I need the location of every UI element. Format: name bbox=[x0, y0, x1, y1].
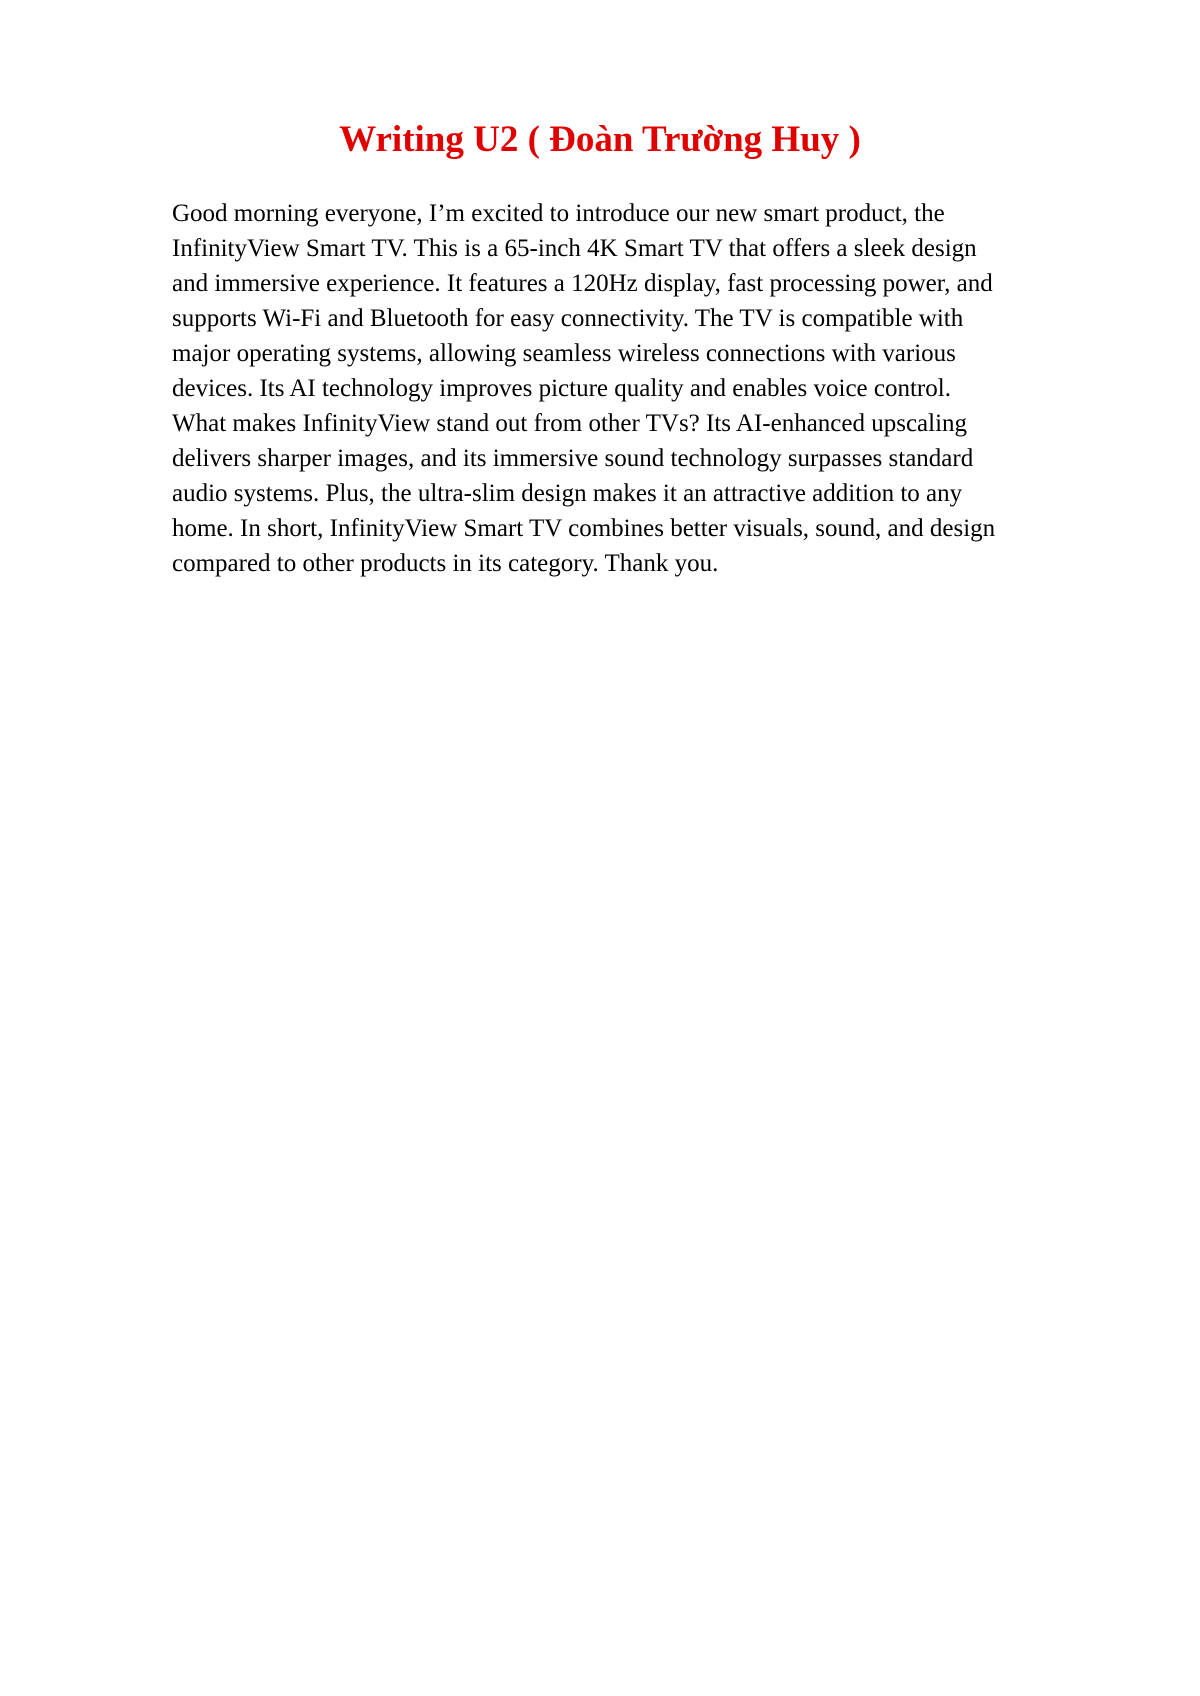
paragraph-line: Good morning everyone, I’m excited to introduce our new smart product, the bbox=[172, 200, 945, 227]
paragraph-line: devices. Its AI technology improves picture quality and enables voice control. bbox=[172, 375, 951, 402]
paragraph-line: delivers sharper images, and its immersive sound technology surpasses standard bbox=[172, 445, 974, 472]
document-title: Writing U2 ( Đoàn Trường Huy ) bbox=[339, 119, 861, 160]
paragraph-line: audio systems. Plus, the ultra-slim design makes it an attractive addition to any bbox=[172, 480, 963, 507]
paragraph-line: major operating systems, allowing seamless wireless connections with various bbox=[172, 340, 956, 367]
paragraph-line: compared to other products in its category. Thank you. bbox=[172, 550, 719, 577]
paragraph-line: home. In short, InfinityView Smart TV combines better visuals, sound, and design bbox=[172, 515, 996, 542]
document-paragraph bbox=[172, 196, 1132, 581]
paragraph-line: supports Wi-Fi and Bluetooth for easy connectivity. The TV is compatible with bbox=[172, 305, 964, 332]
paragraph-line: InfinityView Smart TV. This is a 65-inch 4K Smart TV that offers a sleek design bbox=[172, 235, 977, 262]
paragraph-line: and immersive experience. It features a 120Hz display, fast processing power, and bbox=[172, 270, 993, 297]
paragraph-line: What makes InfinityView stand out from other TVs? Its AI-enhanced upscaling bbox=[172, 410, 968, 437]
